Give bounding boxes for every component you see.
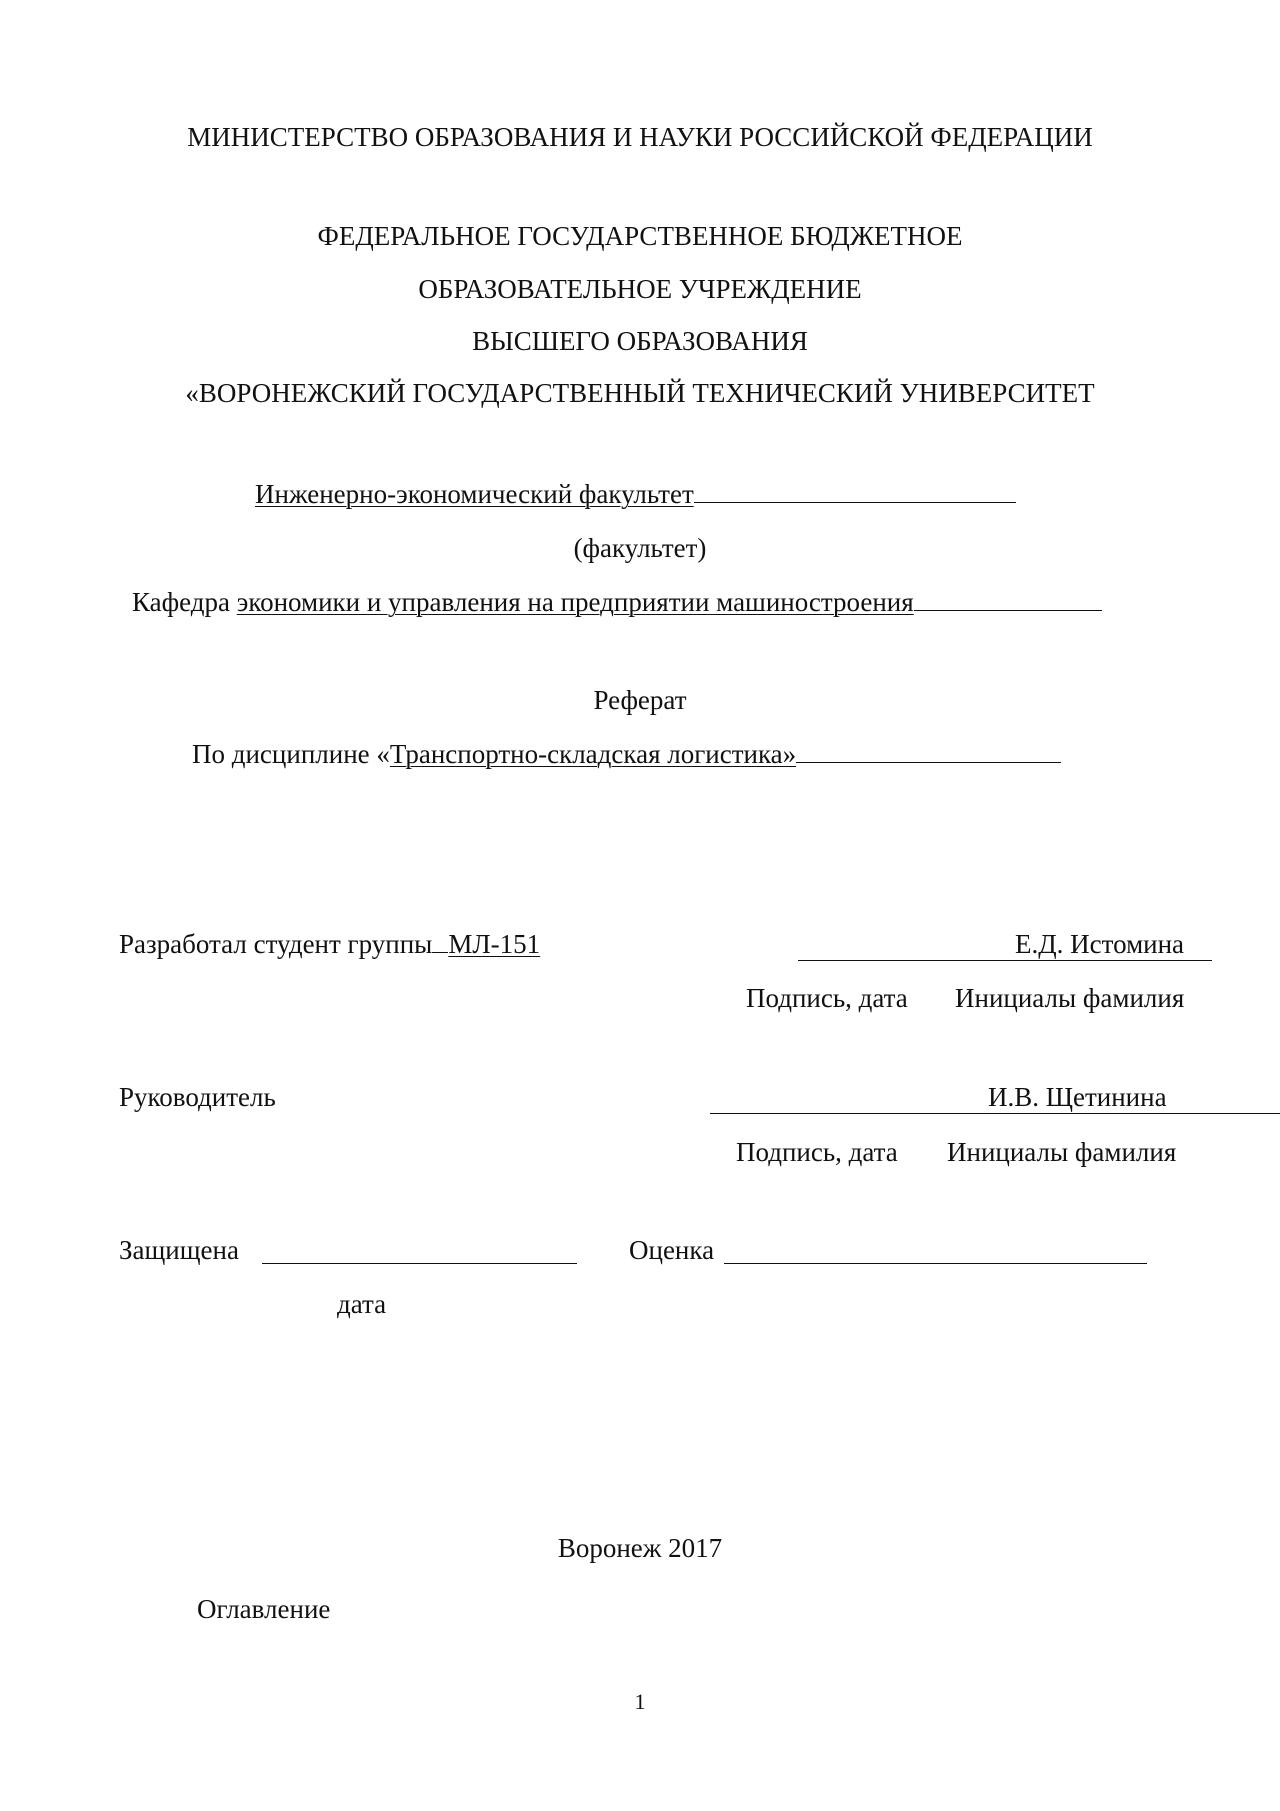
institution-line-3: ВЫСШЕГО ОБРАЗОВАНИЯ bbox=[472, 326, 808, 356]
institution-line-2: ОБРАЗОВАТЕЛЬНОЕ УЧРЕЖДЕНИЕ bbox=[418, 274, 862, 304]
work-type: Реферат bbox=[593, 685, 687, 715]
student-signature-line bbox=[798, 960, 1212, 961]
protected-label: Защищена bbox=[119, 1235, 239, 1265]
supervisor-name-caption: Инициалы фамилия bbox=[947, 1137, 1177, 1167]
grade-label: Оценка bbox=[629, 1235, 715, 1265]
student-label-field bbox=[119, 931, 540, 958]
ministry-title: МИНИСТЕРСТВО ОБРАЗОВАНИЯ И НАУКИ РОССИЙСКОЙ ФЕДЕРАЦИИ bbox=[187, 122, 1093, 152]
student-name-caption: Инициалы фамилия bbox=[955, 983, 1185, 1013]
grade-line bbox=[724, 1263, 1147, 1264]
department-value: экономики и управления на предприятии машиностроения bbox=[236, 587, 914, 617]
supervisor-signature-line bbox=[710, 1113, 1280, 1114]
page-number: 1 bbox=[634, 1689, 646, 1714]
faculty-blank-line bbox=[694, 501, 1016, 503]
department-blank-line bbox=[914, 609, 1102, 611]
student-sign-caption: Подпись, дата bbox=[746, 983, 908, 1013]
student-label: Разработал студент группы bbox=[119, 929, 433, 959]
university-name: «ВОРОНЕЖСКИЙ ГОСУДАРСТВЕННЫЙ ТЕХНИЧЕСКИЙ УНИВЕРСИТЕТ bbox=[185, 378, 1095, 408]
supervisor-name: И.В. Щетинина bbox=[988, 1082, 1167, 1112]
faculty-value: Инженерно-экономический факультет bbox=[255, 479, 694, 509]
supervisor-sign-caption: Подпись, дата bbox=[736, 1137, 898, 1167]
protected-date-line bbox=[262, 1263, 577, 1264]
discipline-label: По дисциплине « bbox=[192, 739, 390, 769]
city-year: Воронеж 2017 bbox=[557, 1533, 723, 1563]
discipline-value: Транспортно-складская логистика» bbox=[389, 739, 797, 769]
date-caption: дата bbox=[337, 1289, 387, 1319]
faculty-field bbox=[255, 481, 1016, 508]
toc-title: Оглавление bbox=[197, 1594, 331, 1624]
department-label: Кафедра bbox=[132, 587, 230, 617]
student-group-gap bbox=[432, 951, 448, 953]
department-field bbox=[132, 589, 1102, 616]
student-group: МЛ-151 bbox=[448, 929, 541, 959]
institution-line-1: ФЕДЕРАЛЬНОЕ ГОСУДАРСТВЕННОЕ БЮДЖЕТНОЕ bbox=[317, 221, 963, 251]
discipline-blank-line bbox=[796, 761, 1061, 763]
supervisor-label: Руководитель bbox=[119, 1082, 276, 1112]
discipline-field bbox=[192, 741, 1061, 768]
student-name: Е.Д. Истомина bbox=[1015, 929, 1185, 959]
faculty-caption: (факультет) bbox=[573, 533, 707, 563]
